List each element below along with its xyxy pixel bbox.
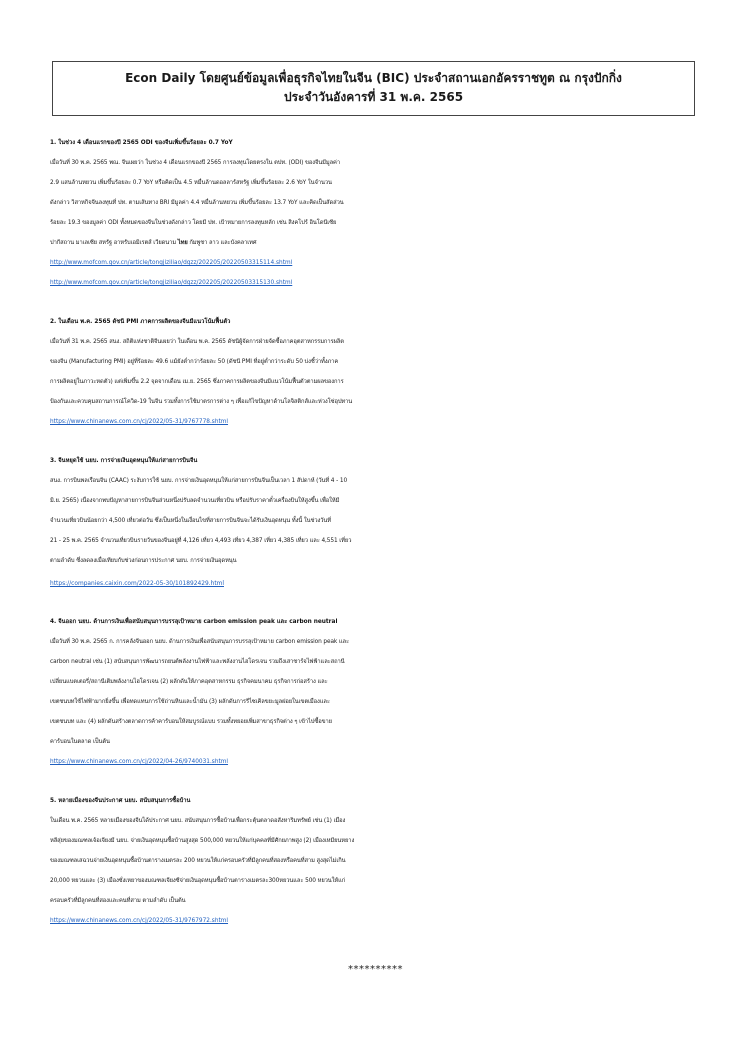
section-heading: 5. หลายเมืองของจีนประกาศ นยบ. สนับสนุนการซื้อบ้าน bbox=[50, 798, 191, 804]
body-line: ร้อยละ 19.3 ของมูลค่า ODI ทั้งหมดของจีนในช่วงดังกล่าว โดยมี ปท. เป้าหมายการลงทุนหลัก เช่น สิงคโปร์ อินโดนีเซีย bbox=[50, 220, 337, 226]
body-line: ตามลำดับ ซึ่งลดลงเมื่อเทียบกับช่วงก่อนการประกาศ นยบ. การจ่ายเงินอุดหนุน bbox=[50, 558, 237, 564]
body-line: เขตชนบทใช้ไฟฟ้ามากยิ่งขึ้น เพื่อทดแทนการใช้ถ่านหินและน้ำมัน (3) ผลักดันการรีไซเคิลขยะมูลฝอยในเขตเมืองและ bbox=[50, 699, 330, 705]
body-line: 21 - 25 พ.ค. 2565 จำนวนเที่ยวบินรายวันของจีนอยู่ที่ 4,126 เที่ยว 4,493 เที่ยว 4,387 เที่ยว 4,385 เที่ยว และ 4,551 เที่ยว bbox=[50, 538, 352, 544]
news-content bbox=[50, 133, 710, 950]
body-line: ของมณฑลเสฉวนจ่ายเงินอุดหนุนซื้อบ้านตารางเมตรละ 200 หยวนให้แก่ครอบครัวที่มีลูกคนที่สองหรือคนที่สาม สูงสุดไม่เกิน bbox=[50, 858, 346, 864]
highlight-thailand: ไทย bbox=[177, 240, 188, 246]
section-heading: 1. ในช่วง 4 เดือนแรกของปี 2565 ODI ของจีนเพิ่มขึ้นร้อยละ 0.7 YoY bbox=[50, 140, 233, 146]
news-section-1 bbox=[50, 133, 710, 293]
end-of-document-mark: ********** bbox=[348, 964, 403, 975]
body-line: เมื่อวันที่ 30 พ.ค. 2565 พณ. จีนเผยว่า ในช่วง 4 เดือนแรกของปี 2565 การลงทุนโดยตรงใน ตปท. (ODI) ของจีนมีมูลค่า bbox=[50, 160, 340, 166]
body-line: คาร์บอนในตลาด เป็นต้น bbox=[50, 739, 110, 745]
body-line: หลีสุ่ยของมณฑลเจ้อเจียงมี นยบ. จ่ายเงินอุดหนุนซื้อบ้านสูงสุด 500,000 หยวนให้แก่บุคคลที่มีศักยภาพสูง (2) เมืองเหมียนหยาง bbox=[50, 838, 355, 844]
body-line: การผลิตอยู่ในภาวะหดตัว) แต่เพิ่มขึ้น 2.2 จุดจากเดือน เม.ย. 2565 ซึ่งภาคการผลิตของจีนมีแนวโน้มฟื้นตัวตามผลของการ bbox=[50, 379, 344, 385]
body-line: สนง. การบินพลเรือนจีน (CAAC) ระงับการใช้ นยบ. การจ่ายเงินอุดหนุนให้แก่สายการบินจีนเป็นเวลา 1 สัปดาห์ (วันที่ 4 - 10 bbox=[50, 478, 348, 484]
source-link[interactable]: https://companies.caixin.com/2022-05-30/101892429.html bbox=[50, 581, 224, 587]
body-line: ครอบครัวที่มีลูกคนที่สองและคนที่สาม ตามลำดับ เป็นต้น bbox=[50, 898, 186, 904]
section-heading: 3. จีนหยุดใช้ นยบ. การจ่ายเงินอุดหนุนให้แก่สายการบินจีน bbox=[50, 458, 198, 464]
source-link[interactable]: https://www.chinanews.com.cn/cj/2022/05-31/9767778.shtml bbox=[50, 419, 229, 425]
body-line: carbon neutral เช่น (1) สนับสนุนการพัฒนารถยนต์พลังงานไฟฟ้าและพลังงานไฮโดรเจน รวมถึงเสาชาร์จไฟฟ้าและสถานี bbox=[50, 659, 345, 665]
header-box bbox=[52, 61, 695, 116]
body-text: กัมพูชา ลาว และบังคลาเทศ bbox=[187, 240, 257, 246]
body-line: 20,000 หยวนและ (3) เมืองซั่งเหยาของมณฑลเจียงซีจ่ายเงินอุดหนุนซื้อบ้านตารางเมตรละ300หยวนและ 500 หยวนให้แก่ bbox=[50, 878, 346, 884]
news-section-4 bbox=[50, 612, 710, 772]
body-text: ปากีสถาน มาเลเซีย สหรัฐ อาหรับเอมิเรตส์ เวียดนาม bbox=[50, 240, 178, 246]
section-heading: 4. จีนออก นยบ. ด้านการเงินเพื่อสนับสนุนการบรรลุเป้าหมาย carbon emission peak และ carbon neutral bbox=[50, 619, 338, 625]
header-date: ประจำวันอังคารที่ 31 พ.ค. 2565 bbox=[283, 90, 464, 104]
body-line: ของจีน (Manufacturing PMI) อยู่ที่ร้อยละ 49.6 แม้ยังต่ำกว่าร้อยละ 50 (ดัชนี PMI ที่อยู่ต่ำกว่าระดับ 50 บ่งชี้ว่าทั้งภาค bbox=[50, 359, 339, 365]
body-line: ในเดือน พ.ค. 2565 หลายเมืองของจีนได้ประกาศ นยบ. สนับสนุนการซื้อบ้านเพื่อกระตุ้นตลาดอสังหาริมทรัพย์ เช่น (1) เมือง bbox=[50, 818, 346, 824]
section-heading: 2. ในเดือน พ.ค. 2565 ดัชนี PMI ภาคการผลิตของจีนมีแนวโน้มฟื้นตัว bbox=[50, 319, 231, 325]
body-line: จำนวนเที่ยวบินน้อยกว่า 4,500 เที่ยวต่อวัน ซึ่งเป็นหนึ่งในเงื่อนไขที่สายการบินจีนจะได้รับเงินอุดหนุน ทั้งนี้ ในช่วงวันที่ bbox=[50, 518, 331, 524]
source-link[interactable]: https://www.chinanews.com.cn/cj/2022/04-26/9740031.shtml bbox=[50, 759, 229, 765]
source-link[interactable]: http://www.mofcom.gov.cn/article/tongjiziliao/dgzz/202205/20220503315130.shtml bbox=[50, 280, 293, 286]
source-link[interactable]: https://www.chinanews.com.cn/cj/2022/05-31/9767972.shtml bbox=[50, 918, 229, 924]
body-line: มิ.ย. 2565) เนื่องจากพบปัญหาสายการบินจีนส่วนหนึ่งปรับลดจำนวนเที่ยวบิน หรือปรับราคาตั๋วเครื่องบินให้สูงขึ้น เพื่อให้มี bbox=[50, 498, 340, 504]
body-line: เปลี่ยนแบตเตอรี่/สถานีเติมพลังงานไฮโดรเจน (2) ผลักดันให้ภาคอุตสาหกรรม ธุรกิจคมนาคม ธุรกิจการก่อสร้าง และ bbox=[50, 679, 328, 685]
body-line: เมื่อวันที่ 31 พ.ค. 2565 สนง. สถิติแห่งชาติจีนเผยว่า ในเดือน พ.ค. 2565 ดัชนีผู้จัดการฝ่ายจัดซื้อภาคอุตสาหกรรมการผลิต bbox=[50, 339, 344, 345]
body-line: ป้องกันและควบคุมสถานการณ์โควิด-19 ในจีน รวมทั้งการใช้มาตรการต่าง ๆ เพื่อแก้ไขปัญหาด้านโลจิสติกส์และห่วงโซ่อุปทาน bbox=[50, 399, 353, 405]
news-section-2 bbox=[50, 312, 710, 432]
body-line: เขตชนบท และ (4) ผลักดันสร้างตลาดการค้าคาร์บอนให้สมบูรณ์แบบ รวมทั้งทยอยเพิ่มสาขาธุรกิจต่าง ๆ เข้าไปซื้อขาย bbox=[50, 719, 332, 725]
news-section-5 bbox=[50, 791, 710, 931]
body-line: ดังกล่าว วิสาหกิจจีนลงทุนที่ ปท. ตามเส้นทาง BRI มีมูลค่า 4.4 หมื่นล้านหยวน เพิ่มขึ้นร้อยละ 13.7 YoY และคิดเป็นสัดส่วน bbox=[50, 200, 344, 206]
source-link[interactable]: http://www.mofcom.gov.cn/article/tongjiziliao/dgzz/202205/20220503315114.shtml bbox=[50, 260, 293, 266]
body-line: เมื่อวันที่ 30 พ.ค. 2565 ก. การคลังจีนออก นยบ. ด้านการเงินเพื่อสนับสนุนการบรรลุเป้าหมาย carbon emission peak และ bbox=[50, 639, 349, 645]
body-line: 2.9 แสนล้านหยวน เพิ่มขึ้นร้อยละ 0.7 YoY หรือคิดเป็น 4.5 หมื่นล้านดอลลาร์สหรัฐ เพิ่มขึ้นร้อยละ 2.6 YoY ในจำนวน bbox=[50, 180, 332, 186]
news-section-3 bbox=[50, 451, 710, 593]
header-title: Econ Daily โดยศูนย์ข้อมูลเพื่อธุรกิจไทยในจีน (BIC) ประจำสถานเอกอัครราชทูต ณ กรุงปักกิ่ง bbox=[125, 71, 622, 85]
body-line bbox=[50, 233, 710, 253]
